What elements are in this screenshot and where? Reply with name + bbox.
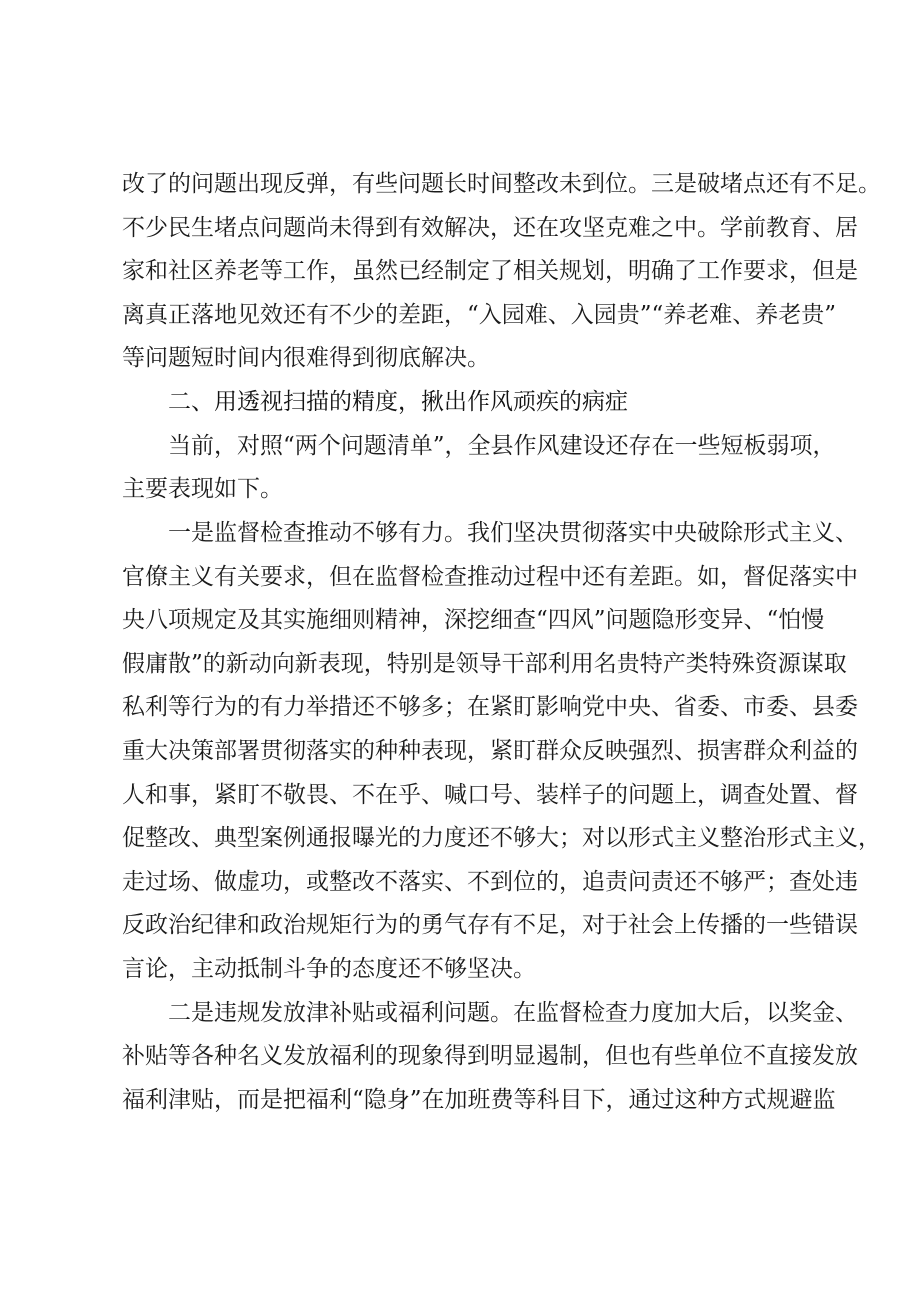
text-line: 人和事，紧盯不敬畏、不在乎、喊口号、装样子的问题上，调查处置、督 (122, 782, 858, 808)
text-line: 等问题短时间内很难得到彻底解决。 (122, 345, 490, 371)
text-line: 假庸散”的新动向新表现，特别是领导干部利用名贵特产类特殊资源谋取 (122, 651, 847, 677)
text-line: 家和社区养老等工作，虽然已经制定了相关规划，明确了工作要求，但是 (122, 258, 858, 284)
text-line: 福利津贴，而是把福利“隐身”在加班费等科目下，通过这种方式规避监 (122, 1087, 836, 1113)
text-line: 改了的问题出现反弹，有些问题长时间整改未到位。三是破堵点还有不足。 (122, 171, 881, 197)
text-line: 私利等行为的有力举措还不够多；在紧盯影响党中央、省委、市委、县委 (122, 694, 858, 720)
text-line: 央八项规定及其实施细则精神，深挖细查“四风”问题隐形变异、“怕慢 (122, 607, 825, 633)
text-line: 不少民生堵点问题尚未得到有效解决，还在攻坚克难之中。学前教育、居 (122, 215, 858, 241)
text-line: 主要表现如下。 (122, 476, 283, 502)
text-line: 反政治纪律和政治规矩行为的勇气存有不足，对于社会上传播的一些错误 (122, 912, 858, 938)
text-line: 当前，对照“两个问题清单”，全县作风建设还存在一些短板弱项， (168, 433, 836, 459)
text-line: 走过场、做虚功，或整改不落实、不到位的，追责问责还不够严；查处违 (122, 869, 858, 895)
text-line: 一是监督检查推动不够有力。我们坚决贯彻落实中央破除形式主义、 (168, 520, 858, 546)
text-line: 言论，主动抵制斗争的态度还不够坚决。 (122, 956, 536, 982)
text-line: 重大决策部署贯彻落实的种种表现，紧盯群众反映强烈、损害群众利益的 (122, 738, 858, 764)
section-heading: 二、用透视扫描的精度，揪出作风顽疾的病症 (168, 389, 628, 415)
text-line: 补贴等各种名义发放福利的现象得到明显遏制，但也有些单位不直接发放 (122, 1043, 858, 1069)
text-line: 促整改、典型案例通报曝光的力度还不够大；对以形式主义整治形式主义， (122, 825, 881, 851)
text-line: 二是违规发放津补贴或福利问题。在监督检查力度加大后，以奖金、 (168, 1000, 858, 1026)
text-line: 官僚主义有关要求，但在监督检查推动过程中还有差距。如，督促落实中 (122, 564, 858, 590)
text-line: 离真正落地见效还有不少的差距，“入园难、入园贵”“养老难、养老贵” (122, 302, 837, 328)
